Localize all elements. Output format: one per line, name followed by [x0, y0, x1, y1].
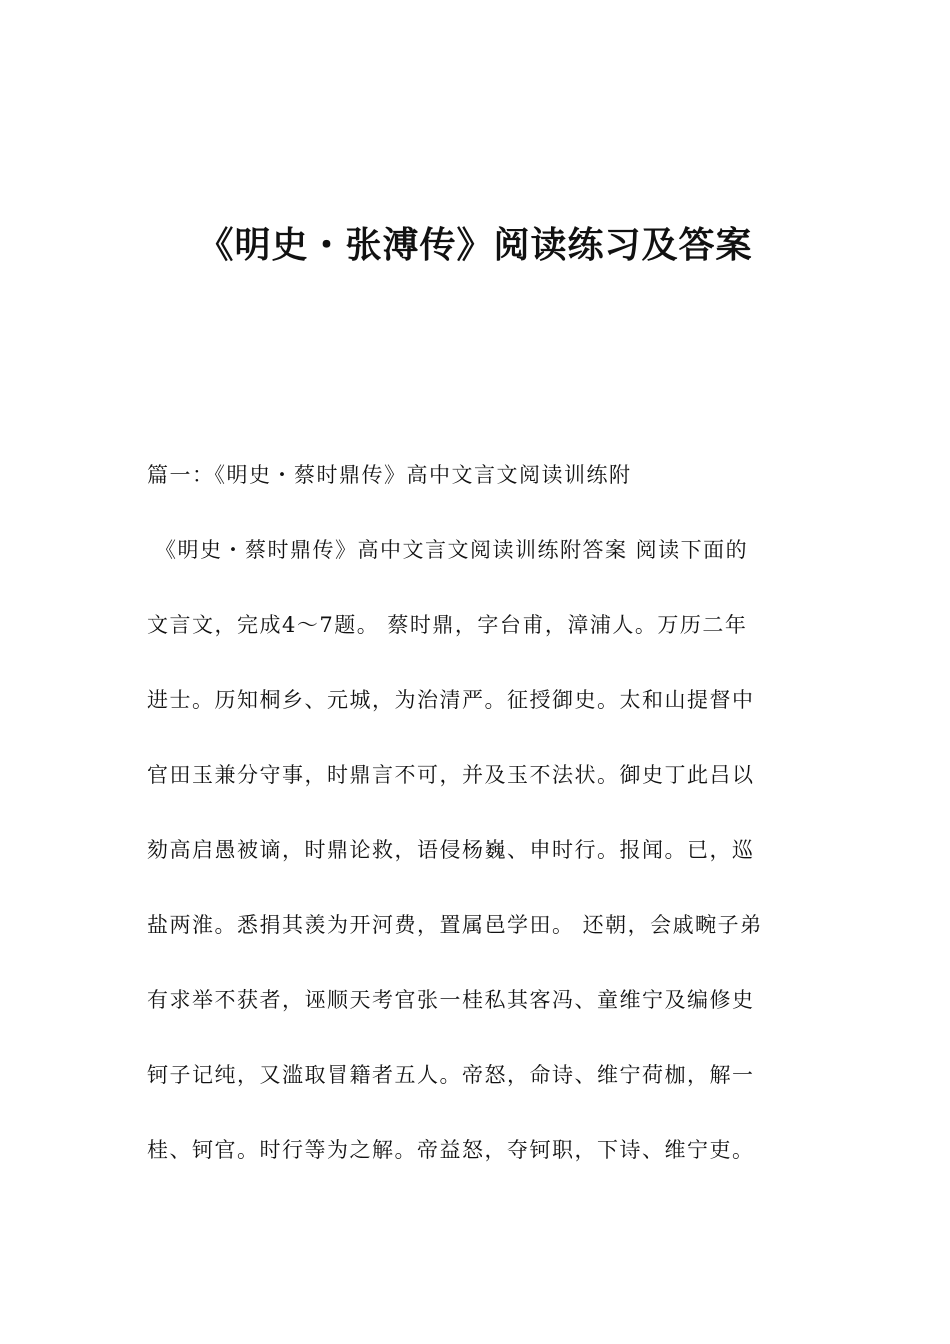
document-title: 《明史・张溥传》阅读练习及答案: [197, 225, 753, 266]
body-line-9: 钶子记纯，又滥取冒籍者五人。帝怒，命诗、维宁荷枷，解一: [147, 1063, 755, 1087]
body-line-6: 劾高启愚被谪，时鼎论救，语侵杨巍、申时行。报闻。已，巡: [147, 838, 755, 862]
body-line-2: 《明史・蔡时鼎传》高中文言文阅读训练附答案 阅读下面的: [155, 538, 749, 562]
body-line-10: 桂、钶官。时行等为之解。帝益怒，夺钶职，下诗、维宁吏。: [147, 1138, 755, 1162]
body-line-3: 文言文，完成4～7题。 蔡时鼎，字台甫，漳浦人。万历二年: [147, 613, 748, 637]
document-body: [147, 455, 807, 1205]
body-line-4: 进士。历知桐乡、元城，为治清严。征授御史。太和山提督中: [147, 688, 755, 712]
body-line-7: 盐两淮。悉捐其羡为开河费，置属邑学田。 还朝，会戚畹子弟: [147, 913, 763, 937]
body-line-8: 有求举不获者，诬顺天考官张一桂私其客冯、童维宁及编修史: [147, 988, 755, 1012]
body-line-1: 篇一：《明史・蔡时鼎传》高中文言文阅读训练附: [147, 463, 632, 487]
body-line-5: 官田玉兼分守事，时鼎言不可，并及玉不法状。御史丁此吕以: [147, 763, 755, 787]
